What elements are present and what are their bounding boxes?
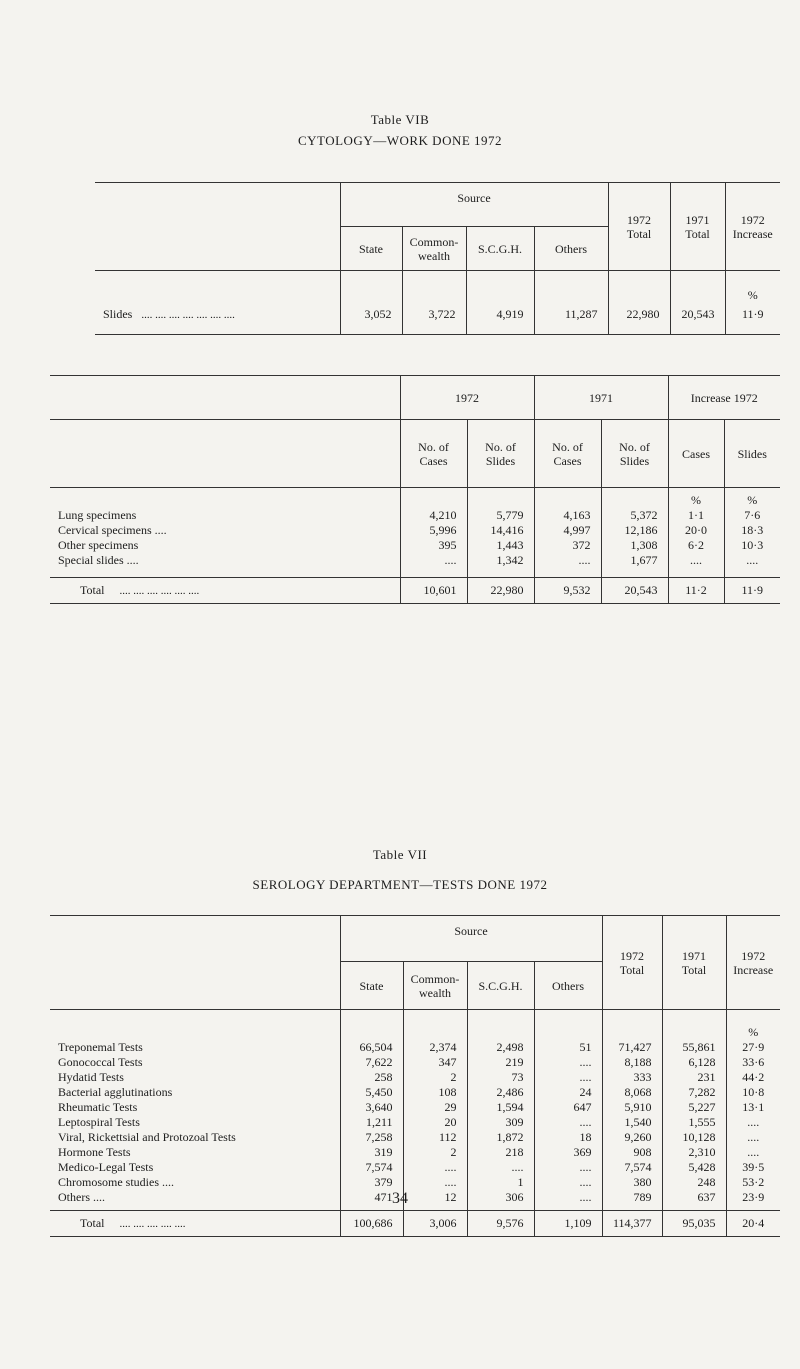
source-header: Source (340, 183, 608, 227)
table-cell: 10·8 (726, 1085, 780, 1100)
table-cell: 4,210 (400, 508, 467, 523)
total-cell: 10,601 (400, 578, 467, 604)
table-cell: 395 (400, 538, 467, 553)
cell-total-1971: 20,543 (670, 271, 725, 335)
table-cell: 73 (467, 1070, 534, 1085)
table-cell: 471 (340, 1190, 403, 1205)
table-cell: 20 (403, 1115, 467, 1130)
scgh-header: S.C.G.H. (466, 227, 534, 271)
row-label: Rheumatic Tests (58, 1099, 138, 1114)
table-vii-title: SEROLOGY DEPARTMENT—TESTS DONE 1972 (252, 877, 548, 892)
table-cell: .... (726, 1115, 780, 1130)
table-cell: .... (534, 1160, 602, 1175)
row-label: Bacterial agglutinations (58, 1084, 173, 1099)
table-cell: 7,258 (340, 1130, 403, 1145)
table-cell: 4,997 (534, 523, 601, 538)
table-cell: 333 (602, 1070, 662, 1085)
table-cell: 309 (467, 1115, 534, 1130)
table-cell: .... (534, 1115, 602, 1130)
table-cell: 1,555 (662, 1115, 726, 1130)
percent-sign: % (726, 1010, 780, 1040)
col-header: No. of Cases (534, 420, 601, 488)
total-1972-header: 1972 Total (602, 916, 662, 1010)
table-cell: 789 (602, 1190, 662, 1205)
table-cell: 23·9 (726, 1190, 780, 1205)
total-1971-header: 1971 Total (670, 183, 725, 271)
table-cell: 4,163 (534, 508, 601, 523)
table-cell: 369 (534, 1145, 602, 1160)
cell-others: 11,287 (534, 271, 608, 335)
table-cell: 7,622 (340, 1055, 403, 1070)
commonwealth-header: Common- wealth (402, 227, 466, 271)
page-number: 34 (392, 1190, 408, 1207)
total-cell: 20,543 (601, 578, 668, 604)
table-cell: 647 (534, 1100, 602, 1115)
cell-commonwealth: 3,722 (402, 271, 466, 335)
table-cell: .... (534, 1175, 602, 1190)
table-cell: 248 (662, 1175, 726, 1190)
table-cell: .... (726, 1130, 780, 1145)
table-cell: 39·5 (726, 1160, 780, 1175)
row-label: Others .... (58, 1189, 105, 1204)
table-cell: 2,486 (467, 1085, 534, 1100)
scgh-header: S.C.G.H. (467, 962, 534, 1010)
table-row (50, 1115, 780, 1130)
table-cell: 10·3 (724, 538, 780, 553)
table-cell: 7,574 (602, 1160, 662, 1175)
table-cell: 27·9 (726, 1040, 780, 1055)
table-cell: 14,416 (467, 523, 534, 538)
table-cell: 8,068 (602, 1085, 662, 1100)
total-cell: 11·2 (668, 578, 724, 604)
table-cell: 5,910 (602, 1100, 662, 1115)
table-cell: 51 (534, 1040, 602, 1055)
table-cell: .... (467, 1160, 534, 1175)
table-cell: 1,211 (340, 1115, 403, 1130)
table-cell: 20·0 (668, 523, 724, 538)
total-1971-header: 1971 Total (662, 916, 726, 1010)
table-cell: 319 (340, 1145, 403, 1160)
table-cell: .... (534, 1055, 602, 1070)
table-row (50, 523, 780, 538)
table-cell: 2,310 (662, 1145, 726, 1160)
table-cell: 6,128 (662, 1055, 726, 1070)
table-cell: 10,128 (662, 1130, 726, 1145)
table-row (50, 1070, 780, 1085)
table-row (50, 1100, 780, 1115)
table-cell: 5,428 (662, 1160, 726, 1175)
table-cell: 55,861 (662, 1040, 726, 1055)
year-1971-header: 1971 (534, 376, 668, 420)
increase-1972-header: 1972 Increase (726, 916, 780, 1010)
table-row (50, 538, 780, 553)
table-cell: 1,872 (467, 1130, 534, 1145)
total-cell: 114,377 (602, 1211, 662, 1237)
table-cell: 380 (602, 1175, 662, 1190)
table-cell: 219 (467, 1055, 534, 1070)
cytology-source-table (95, 182, 780, 335)
cell-total-1972: 22,980 (608, 271, 670, 335)
row-label: Viral, Rickettsial and Protozoal Tests (58, 1129, 236, 1144)
col-header: Slides (724, 420, 780, 488)
table-cell: 1·1 (668, 508, 724, 523)
table-cell: 8,188 (602, 1055, 662, 1070)
cell-increase: 11·9 (741, 307, 764, 321)
total-cell: 95,035 (662, 1211, 726, 1237)
table-cell: 5,227 (662, 1100, 726, 1115)
table-cell: .... (403, 1175, 467, 1190)
table-cell: 2 (403, 1145, 467, 1160)
total-cell: 9,532 (534, 578, 601, 604)
table-row (50, 1160, 780, 1175)
table-cell: 3,640 (340, 1100, 403, 1115)
table-cell: 372 (534, 538, 601, 553)
row-label: Leptospiral Tests (58, 1114, 140, 1129)
row-label: Slides (103, 307, 133, 321)
table-cell: 1,540 (602, 1115, 662, 1130)
table-cell: 12,186 (601, 523, 668, 538)
increase-1972-header: 1972 Increase (725, 183, 780, 271)
table-cell: 71,427 (602, 1040, 662, 1055)
table-cell: 231 (662, 1070, 726, 1085)
table-row (50, 1085, 780, 1100)
table-row (50, 1055, 780, 1070)
table-cell: 1,594 (467, 1100, 534, 1115)
table-cell: .... (403, 1160, 467, 1175)
table-cell: 18·3 (724, 523, 780, 538)
row-label: Hydatid Tests (58, 1069, 124, 1084)
table-row (50, 1040, 780, 1055)
table-cell: .... (534, 1070, 602, 1085)
table-cell: 2 (403, 1070, 467, 1085)
table-row (50, 553, 780, 568)
total-row: Total .... .... .... .... .... .... 10,601 22,980 9,532 20,543 11·2 11·9 (50, 578, 780, 604)
total-cell: 11·9 (724, 578, 780, 604)
row-label: Gonococcal Tests (58, 1054, 143, 1069)
table-vii-label: Table VII (372, 847, 428, 862)
table-row (50, 1175, 780, 1190)
others-header: Others (534, 962, 602, 1010)
table-cell: 5,779 (467, 508, 534, 523)
table-cell: 1,677 (601, 553, 668, 568)
col-header: No. of Slides (601, 420, 668, 488)
table-cell: .... (726, 1145, 780, 1160)
total-cell: 1,109 (534, 1211, 602, 1237)
table-cell: 5,372 (601, 508, 668, 523)
table-cell: 29 (403, 1100, 467, 1115)
table-cell: 379 (340, 1175, 403, 1190)
others-header: Others (534, 227, 608, 271)
table-cell: 6·2 (668, 538, 724, 553)
table-cell: 218 (467, 1145, 534, 1160)
total-cell: 3,006 (403, 1211, 467, 1237)
table-cell: .... (668, 553, 724, 568)
table-row (50, 1130, 780, 1145)
table-cell: 2,498 (467, 1040, 534, 1055)
table-vib-title: CYTOLOGY—WORK DONE 1972 (297, 133, 503, 148)
col-header: No. of Slides (467, 420, 534, 488)
row-label: Other specimens (58, 537, 139, 552)
percent-sign: % (724, 488, 780, 508)
table-cell: 24 (534, 1085, 602, 1100)
table-cell: 1 (467, 1175, 534, 1190)
total-cell: 22,980 (467, 578, 534, 604)
total-cell: 20·4 (726, 1211, 780, 1237)
table-cell: 2,374 (403, 1040, 467, 1055)
total-label: Total (80, 1216, 105, 1230)
table-row (50, 508, 780, 523)
total-label: Total (80, 583, 105, 597)
commonwealth-header: Common- wealth (403, 962, 467, 1010)
table-cell: 637 (662, 1190, 726, 1205)
total-cell: 9,576 (467, 1211, 534, 1237)
table-cell: 13·1 (726, 1100, 780, 1115)
total-1972-header: 1972 Total (608, 183, 670, 271)
row-label: Treponemal Tests (58, 1039, 143, 1054)
row-label: Cervical specimens .... (58, 522, 167, 537)
table-cell: 9,260 (602, 1130, 662, 1145)
total-cell: 100,686 (340, 1211, 403, 1237)
state-header: State (340, 962, 403, 1010)
table-vib-label: Table VIB (370, 112, 430, 127)
year-1972-header: 1972 (400, 376, 534, 420)
table-cell: 7,574 (340, 1160, 403, 1175)
row-label: Lung specimens (58, 507, 137, 522)
increase-header: Increase 1972 (668, 376, 780, 420)
row-label: Chromosome studies .... (58, 1174, 174, 1189)
table-row (95, 271, 780, 335)
row-label: Special slides .... (58, 552, 139, 567)
table-cell: 18 (534, 1130, 602, 1145)
cytology-cases-table (50, 375, 780, 604)
table-cell: 53·2 (726, 1175, 780, 1190)
table-row (50, 1145, 780, 1160)
table-cell: 7,282 (662, 1085, 726, 1100)
row-label: Medico-Legal Tests (58, 1159, 154, 1174)
cell-scgh: 4,919 (466, 271, 534, 335)
table-cell: 12 (403, 1190, 467, 1205)
table-cell: 33·6 (726, 1055, 780, 1070)
state-header: State (340, 227, 402, 271)
table-cell: 66,504 (340, 1040, 403, 1055)
table-cell: .... (400, 553, 467, 568)
table-cell: 7·6 (724, 508, 780, 523)
source-header: Source (340, 916, 602, 962)
table-cell: 347 (403, 1055, 467, 1070)
table-cell: .... (534, 553, 601, 568)
table-cell: 5,996 (400, 523, 467, 538)
table-cell: 1,443 (467, 538, 534, 553)
col-header: No. of Cases (400, 420, 467, 488)
table-cell: 1,342 (467, 553, 534, 568)
leader-dots: .... .... .... .... .... .... .... (141, 309, 235, 321)
table-cell: .... (534, 1190, 602, 1205)
percent-sign: % (747, 288, 758, 302)
cell-state: 3,052 (340, 271, 402, 335)
row-label: Hormone Tests (58, 1144, 131, 1159)
table-cell: 1,308 (601, 538, 668, 553)
table-cell: 5,450 (340, 1085, 403, 1100)
table-cell: 108 (403, 1085, 467, 1100)
table-cell: 44·2 (726, 1070, 780, 1085)
serology-table (50, 915, 780, 1237)
table-cell: 258 (340, 1070, 403, 1085)
table-cell: 112 (403, 1130, 467, 1145)
total-row: Total .... .... .... .... .... 100,686 3,006 9,576 1,109 114,377 95,035 20·4 (50, 1211, 780, 1237)
col-header: Cases (668, 420, 724, 488)
table-cell: .... (724, 553, 780, 568)
percent-sign: % (668, 488, 724, 508)
table-cell: 908 (602, 1145, 662, 1160)
table-cell: 306 (467, 1190, 534, 1205)
